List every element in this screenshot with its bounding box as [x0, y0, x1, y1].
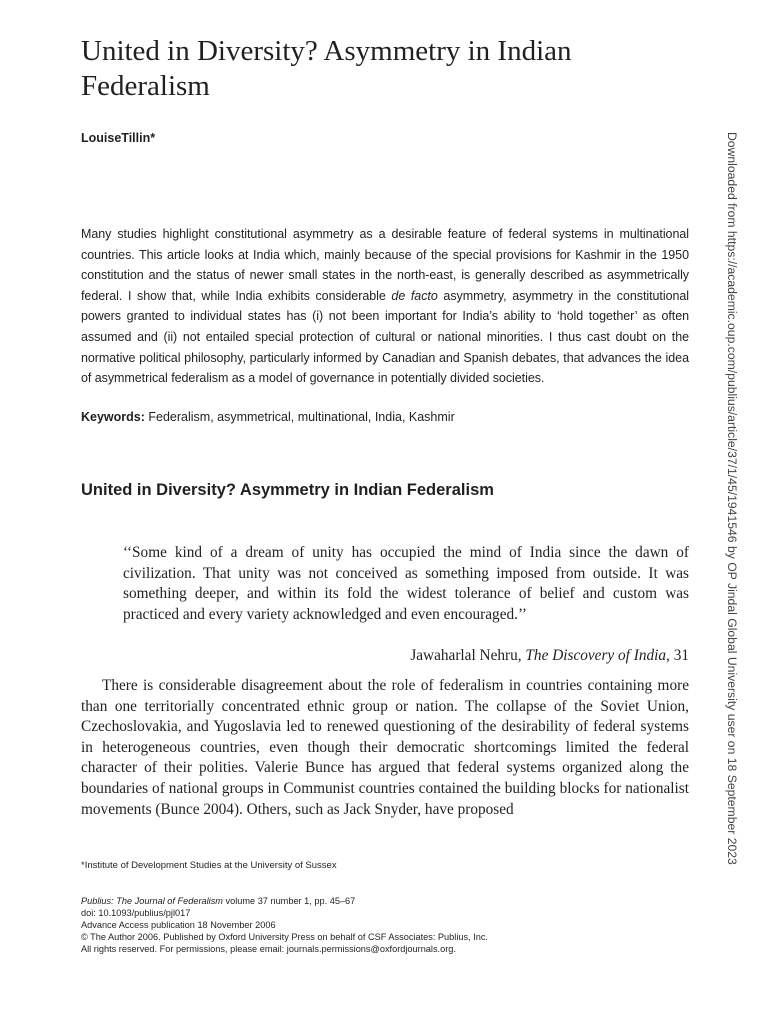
- attribution-work: The Discovery of India: [525, 647, 667, 664]
- abstract-italic-term: de facto: [391, 288, 438, 303]
- epigraph-quote: ‘‘Some kind of a dream of unity has occupied the mind of India since the dawn of civilization. That unity was not conceived as something imposed from outside. It was something deeper, and within its fold the widest tolerance of belief and custom was practiced and every variety acknowledged and even encouraged.’’: [123, 544, 689, 623]
- publication-info: [81, 895, 701, 955]
- abstract-text-end: asymmetry, asymmetry in the constitutional powers granted to individual states has (i) not been important for India’s ability to ‘hold together’ as often assumed and (ii) not entailed special protection of cultural or national minorities. I thus cast doubt on the normative political philosophy, particularly informed by Canadian and Spanish debates, that advances the idea of asymmetrical federalism as a model of governance in potentially divided societies.: [81, 288, 690, 386]
- epigraph-attribution: [123, 647, 689, 665]
- attribution-author: Jawaharlal Nehru,: [410, 647, 526, 664]
- article-title: United in Diversity? Asymmetry in Indian Federalism: [81, 35, 572, 102]
- abstract: [81, 224, 689, 389]
- body-paragraph: There is considerable disagreement about the role of federalism in countries containing more than one territorially concentrated ethnic group or nation. The collapse of the Soviet Union, Czechoslovakia, and Yugoslavia led to renewed questioning of the desirability of federal systems in heterogeneous countries, even though their democratic shortcomings limited the federal character of their polities. Valerie Bunce has argued that federal systems organized along the boundaries of national groups in Communist countries contained the building blocks for nationalist movements (Bunce 2004). Others, such as Jack Snyder, have proposed: [81, 677, 689, 818]
- doi: doi: 10.1093/publius/pjl017: [81, 908, 191, 919]
- keywords-label: Keywords:: [81, 410, 145, 424]
- abstract-text-start: Many studies highlight constitutional asymmetry as a desirable feature of federal systems in multinational countries. This article looks at India which, mainly because of the special provisions for Kashmir in the 1950 constitution and the status of newer small states in the north-east, is generally described as asymmetrically federal. I show that, while India exhibits considerable: [81, 227, 689, 303]
- journal-citation: [81, 895, 701, 907]
- volume-info: volume 37 number 1, pp. 45–67: [222, 896, 356, 906]
- keywords-list: Federalism, asymmetrical, multinational, India, Kashmir: [144, 410, 455, 424]
- download-watermark: Downloaded from https://academic.oup.com/publius/article/37/1/45/1941546 by OP Jindal Global University user on 18 September 2023: [725, 132, 739, 865]
- author-name: LouiseTillin*: [81, 131, 156, 145]
- author-affiliation-footnote: *Institute of Development Studies at the University of Sussex: [81, 860, 337, 871]
- rights-notice: All rights reserved. For permissions, please email: journals.permissions@oxfordjournals.org.: [81, 944, 456, 955]
- copyright-notice: © The Author 2006. Published by Oxford University Press on behalf of CSF Associates: Publius, Inc.: [81, 932, 488, 943]
- keywords: [81, 407, 689, 427]
- attribution-page: , 31: [666, 647, 689, 664]
- journal-name: Publius: The Journal of Federalism: [81, 896, 223, 906]
- section-heading: United in Diversity? Asymmetry in Indian Federalism: [81, 481, 494, 499]
- advance-access: Advance Access publication 18 November 2006: [81, 920, 276, 931]
